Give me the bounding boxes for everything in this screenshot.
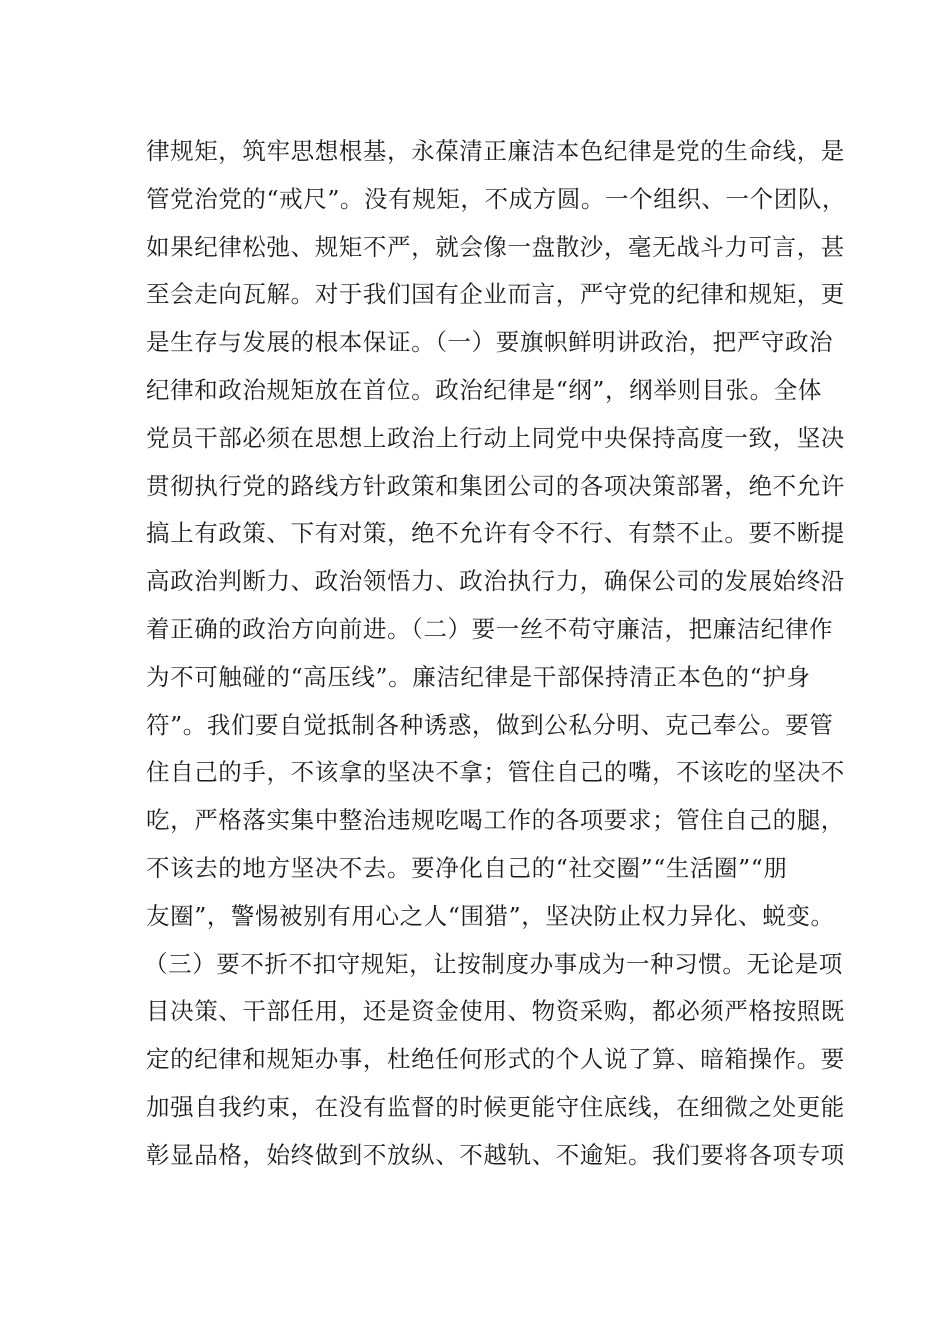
text-line-17: 友圈”，警惕被别有用心之人“围猎”，坚决防止权力异化、蜕变。 (146, 901, 835, 930)
text-line-21: 加强自我约束，在没有监督的时候更能守住底线，在细微之处更能 (146, 1092, 845, 1121)
text-line-16: 不该去的地方坚决不去。要净化自己的“社交圈”“生活圈”“朋 (146, 853, 788, 882)
text-line-13: 符”。我们要自觉抵制各种诱惑，做到公私分明、克己奉公。要管 (146, 710, 834, 739)
text-line-15: 吃，严格落实集中整治违规吃喝工作的各项要求；管住自己的腿， (146, 806, 845, 835)
text-line-18: （三）要不折不扣守规矩，让按制度办事成为一种习惯。无论是项 (144, 949, 843, 978)
text-line-22: 彰显品格，始终做到不放纵、不越轨、不逾矩。我们要将各项专项 (146, 1140, 845, 1169)
text-line-4: 至会走向瓦解。对于我们国有企业而言，严守党的纪律和规矩，更 (146, 280, 845, 309)
text-line-20: 定的纪律和规矩办事，杜绝任何形式的个人说了算、暗箱操作。要 (146, 1045, 845, 1074)
text-line-3: 如果纪律松弛、规矩不严，就会像一盘散沙，毫无战斗力可言，甚 (146, 232, 845, 261)
text-line-10: 高政治判断力、政治领悟力、政治执行力，确保公司的发展始终沿 (146, 567, 845, 596)
text-line-11: 着正确的政治方向前进。（二）要一丝不苟守廉洁，把廉洁纪律作 (146, 614, 834, 643)
body-text (144, 128, 847, 1180)
text-line-14: 住自己的手，不该拿的坚决不拿；管住自己的嘴，不该吃的坚决不 (146, 758, 845, 787)
text-line-19: 目决策、干部任用，还是资金使用、物资采购，都必须严格按照既 (146, 997, 845, 1026)
text-line-1: 律规矩，筑牢思想根基，永葆清正廉洁本色纪律是党的生命线，是 (146, 137, 845, 165)
text-line-5: 是生存与发展的根本保证。（一）要旗帜鲜明讲政治，把严守政治 (146, 328, 834, 357)
text-line-2: 管党治党的“戒尺”。没有规矩，不成方圆。一个组织、一个团队， (146, 184, 847, 213)
text-line-9: 搞上有政策、下有对策，绝不允许有令不行、有禁不止。要不断提 (146, 519, 845, 548)
text-line-7: 党员干部必须在思想上政治上行动上同党中央保持高度一致，坚决 (146, 423, 845, 452)
text-line-8: 贯彻执行党的路线方针政策和集团公司的各项决策部署，绝不允许 (146, 471, 845, 500)
text-line-6: 纪律和政治规矩放在首位。政治纪律是“纲”，纲举则目张。全体 (146, 375, 822, 404)
text-line-12: 为不可触碰的“高压线”。廉洁纪律是干部保持清正本色的“护身 (146, 662, 811, 691)
